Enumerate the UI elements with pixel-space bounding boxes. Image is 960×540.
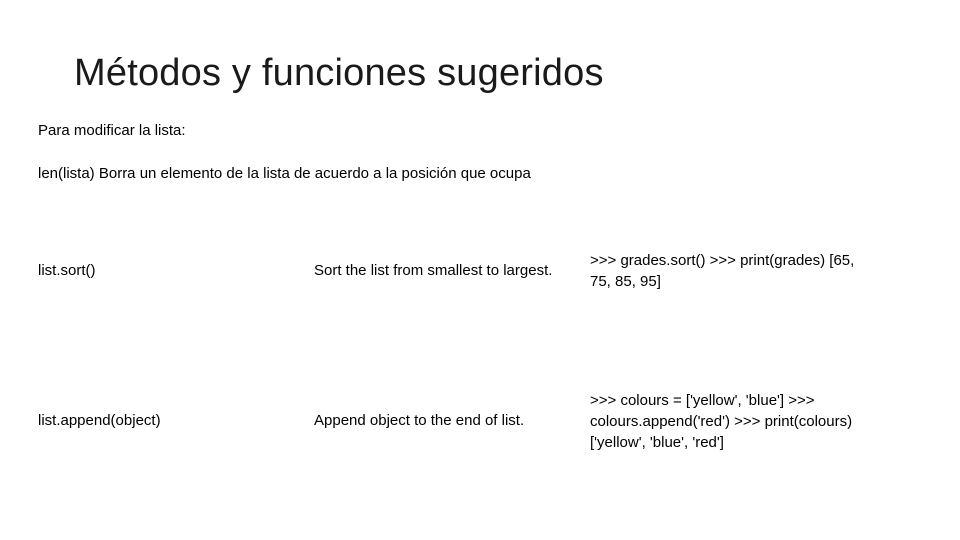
slide-title: Métodos y funciones sugeridos (74, 52, 604, 94)
method-row (0, 390, 960, 456)
method-example: >>> grades.sort() >>> print(grades) [65, 75, 85, 95] (590, 252, 855, 290)
method-name: list.append(object) (38, 412, 161, 429)
intro-line: len(lista) Borra un elemento de la lista de acuerdo a la posición que ocupa (38, 165, 531, 182)
method-example: >>> colours = ['yellow', 'blue'] >>> colours.append('red') >>> print(colours) ['yellow', 'blue', 'red'] (590, 392, 853, 451)
method-description: Sort the list from smallest to largest. (314, 262, 553, 279)
method-name: list.sort() (38, 262, 96, 279)
slide-subtitle: Para modificar la lista: (38, 122, 186, 139)
method-row (0, 252, 960, 302)
method-description: Append object to the end of list. (314, 412, 525, 429)
